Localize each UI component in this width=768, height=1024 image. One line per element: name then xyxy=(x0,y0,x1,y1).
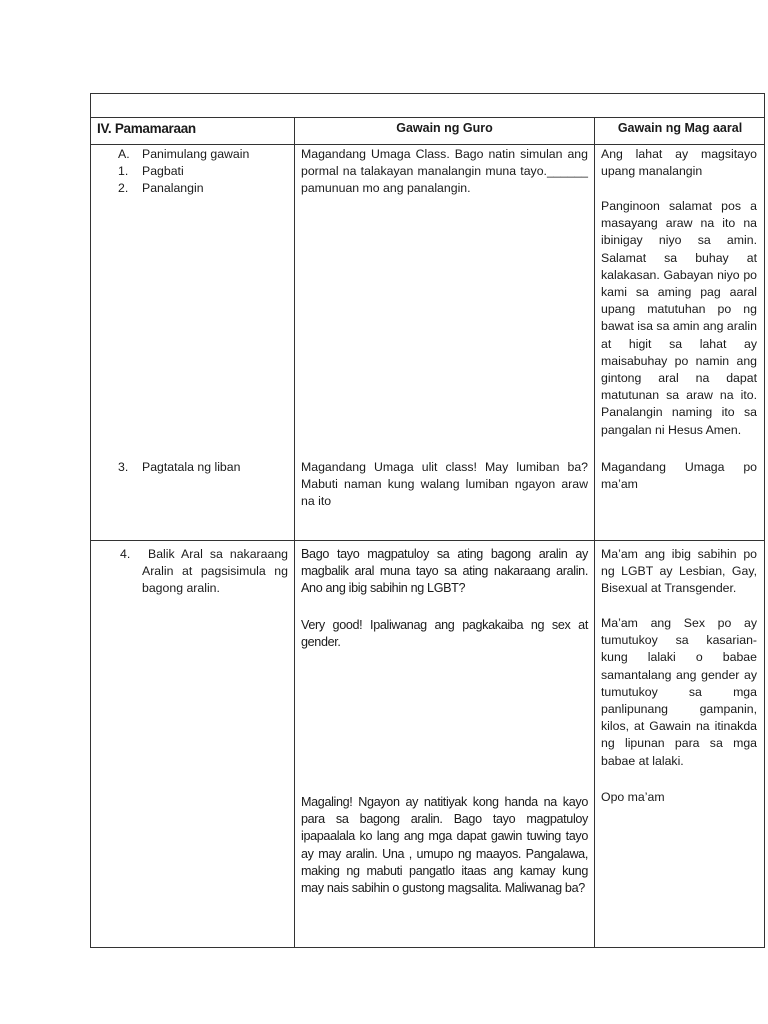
step-marker: 1. xyxy=(118,164,129,178)
student-reply-text: Opo ma’am xyxy=(601,790,665,804)
header-bottom-rule xyxy=(90,144,765,145)
teacher-column-header: Gawain ng Guro xyxy=(396,121,493,135)
step-marker: 2. xyxy=(118,181,129,195)
header-top-rule xyxy=(90,117,765,118)
teacher-attendance-text: Magandang Umaga ulit class! May lumiban ba? Mabuti naman kung walang lumiban ngayon araw na ito xyxy=(301,460,588,509)
student-sex-gender-answer: Ma’am ang Sex po ay tumutukoy sa kasarian- kung lalaki o babae samantalang ang gender ay tumutukoy sa mga panlipunang gampanin, kilos, at Gawain na itinakda ng lipunan para sa mga babae at lalaki. xyxy=(601,616,757,768)
teacher-review-text: Bago tayo magpatuloy sa ating bagong aralin ay magbalik aral muna tayo sa ating nakaraang aralin. Ano ang ibig sabihin ng LGBT? xyxy=(301,547,588,596)
student-stand-text: Ang lahat ay magsitayo upang manalangin xyxy=(601,147,757,179)
step-marker: 3. xyxy=(118,460,129,474)
step-marker: 4. xyxy=(120,547,131,561)
column-divider-1 xyxy=(294,117,295,948)
step-label: Panalangin xyxy=(142,181,204,195)
step-label: Pagtatala ng liban xyxy=(142,460,241,474)
step-label: Balik Aral sa nakaraang Aralin at pagsisimula ng bagong aralin. xyxy=(142,547,288,596)
step-label: Panimulang gawain xyxy=(142,147,250,161)
student-column-header: Gawain ng Mag aaral xyxy=(617,121,743,135)
student-lgbt-answer: Ma’am ang ibig sabihin po ng LGBT ay Lesbian, Gay, Bisexual at Transgender. xyxy=(601,547,757,596)
step-label: Pagbati xyxy=(142,164,184,178)
teacher-reminder-text: Magaling! Ngayon ay natitiyak kong handa na kayo para sa bagong aralin. Bago tayo magpatuloy ipapaalala ko lang ang mga dapat gawin tuwing tayo ay may aralin. Una , umupo ng maayos. Pangalawa, making ng mabuti pangatlo itaas ang kamay kung may nais sabihin o gustong magsalita. Maliwanag ba? xyxy=(301,795,588,896)
student-greeting-text: Magandang Umaga po ma’am xyxy=(601,460,757,492)
student-prayer-text: Panginoon salamat pos a masayang araw na ito na ibinigay niyo sa amin. Salamat sa buhay at kalakasan. Gabayan niyo po kami sa aming pag aaral upang matutuhan po ng bawat isa sa amin ang aralin at higit sa lahat ay maisabuhay po namin ang gintong aral na dapat matutunan sa araw na ito. Panalangin naming ito sa pangalan ni Hesus Amen. xyxy=(601,199,757,437)
teacher-greeting-text: Magandang Umaga Class. Bago natin simulan ang pormal na talakayan manalangin muna tayo.______ pamunuan mo ang panalangin. xyxy=(301,147,588,196)
step-marker: A. xyxy=(118,147,130,161)
teacher-sex-gender-text: Very good! Ipaliwanag ang pagkakaiba ng sex at gender. xyxy=(301,618,588,650)
section-title: IV. Pamamaraan xyxy=(97,121,196,136)
row-divider xyxy=(90,540,765,541)
column-divider-2 xyxy=(594,117,595,948)
